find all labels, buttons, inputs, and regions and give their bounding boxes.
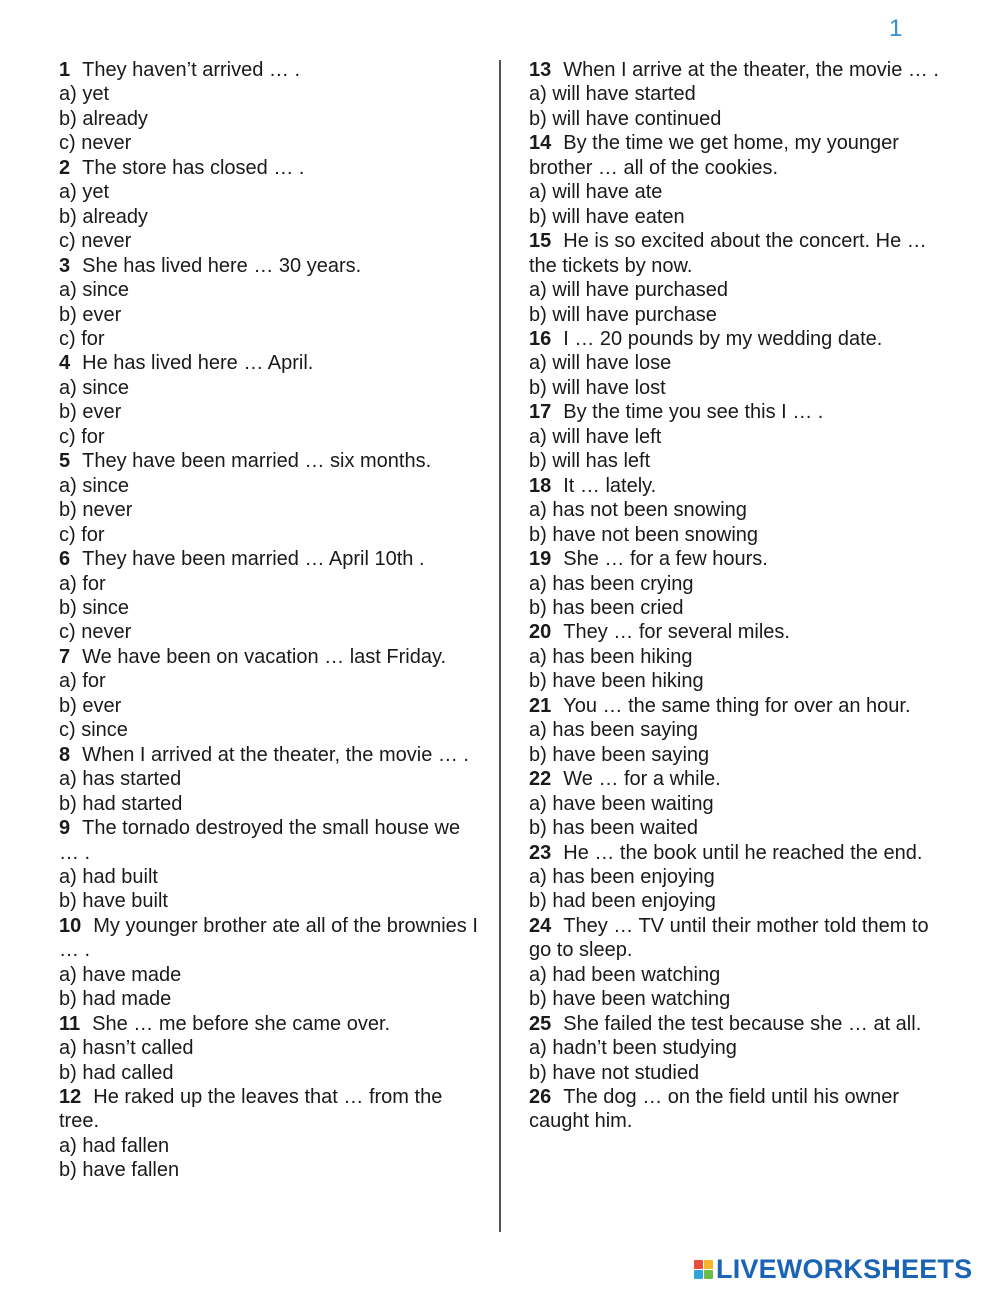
question-stem (529, 841, 944, 865)
answer-option[interactable]: b) had started (59, 792, 183, 815)
question-text: When I arrive at the theater, the movie … . (563, 59, 939, 81)
question-item (59, 1085, 479, 1183)
question-item (529, 1085, 944, 1134)
answer-option[interactable]: a) since (59, 279, 130, 302)
question-number: 7 (59, 645, 71, 668)
question-number: 17 (529, 401, 552, 424)
question-item (59, 58, 479, 156)
right-column (529, 58, 944, 1134)
question-item (59, 156, 479, 254)
question-number: 12 (59, 1086, 82, 1109)
answer-option[interactable]: b) have not studied (529, 1061, 700, 1084)
question-item (529, 229, 944, 327)
question-number: 5 (59, 450, 71, 473)
question-text: The tornado destroyed the small house we … . (59, 817, 461, 864)
question-item (59, 449, 479, 547)
question-stem (529, 767, 944, 791)
answer-option[interactable]: b) already (59, 107, 148, 130)
question-item (59, 816, 479, 914)
answer-option[interactable]: b) will has left (529, 450, 651, 473)
answer-option[interactable]: a) have made (59, 963, 182, 986)
question-number: 15 (529, 230, 552, 253)
question-number: 20 (529, 621, 552, 644)
question-number: 23 (529, 841, 552, 864)
question-item (529, 1012, 944, 1085)
answer-option[interactable]: b) have not been snowing (529, 523, 759, 546)
answer-option[interactable]: a) will have left (529, 425, 662, 448)
answer-option[interactable]: b) will have eaten (529, 205, 685, 228)
question-item (59, 645, 479, 743)
question-stem (59, 914, 479, 963)
logo-mark-icon (694, 1260, 713, 1279)
question-item (529, 58, 944, 131)
question-number: 18 (529, 474, 552, 497)
answer-option[interactable]: b) had called (59, 1061, 174, 1084)
question-text: It … lately. (563, 474, 657, 497)
answer-option[interactable]: a) have been waiting (529, 792, 714, 815)
logo-square-icon (694, 1270, 703, 1279)
question-number: 24 (529, 914, 552, 937)
logo-square-icon (704, 1260, 713, 1269)
logo-square-icon (694, 1260, 703, 1269)
answer-option[interactable]: c) for (59, 523, 105, 546)
answer-option[interactable]: a) yet (59, 181, 110, 204)
question-item (59, 351, 479, 449)
answer-option[interactable]: a) has been hiking (529, 645, 693, 668)
question-stem (529, 327, 944, 351)
answer-option[interactable]: a) yet (59, 83, 110, 106)
question-number: 16 (529, 327, 552, 350)
answer-option[interactable]: a) has been saying (529, 719, 699, 742)
question-number: 11 (59, 1012, 81, 1035)
answer-option[interactable]: b) will have purchase (529, 303, 717, 326)
question-text: I … 20 pounds by my wedding date. (563, 327, 883, 350)
question-text: When I arrived at the theater, the movie … . (82, 743, 469, 766)
answer-option[interactable]: a) for (59, 670, 106, 693)
question-text: They have been married … six months. (82, 450, 432, 473)
question-stem (529, 620, 944, 644)
question-item (529, 547, 944, 620)
question-item (59, 254, 479, 352)
answer-option[interactable]: c) for (59, 425, 105, 448)
answer-option[interactable]: a) had been watching (529, 963, 721, 986)
question-stem (59, 58, 479, 82)
answer-option[interactable]: b) have been hiking (529, 670, 704, 693)
question-stem (529, 58, 944, 82)
question-text: He … the book until he reached the end. (563, 841, 923, 864)
page-number: 1 (889, 15, 903, 42)
answer-option[interactable]: a) has not been snowing (529, 499, 747, 522)
answer-option[interactable]: b) had been enjoying (529, 890, 716, 913)
question-number: 25 (529, 1012, 552, 1035)
answer-option[interactable]: a) hadn’t been studying (529, 1037, 737, 1060)
question-number: 21 (529, 694, 552, 717)
answer-option[interactable]: b) had made (59, 988, 172, 1011)
answer-option[interactable]: a) for (59, 572, 106, 595)
answer-option[interactable]: a) had built (59, 865, 158, 888)
question-stem (529, 1085, 944, 1134)
question-text: She failed the test because she … at all. (563, 1012, 922, 1035)
answer-option[interactable]: a) since (59, 474, 130, 497)
question-stem (529, 400, 944, 424)
question-item (529, 474, 944, 547)
question-text: They have been married … April 10th . (82, 548, 425, 571)
question-item (529, 841, 944, 914)
answer-option[interactable]: b) ever (59, 303, 122, 326)
question-text: They haven’t arrived … . (82, 59, 300, 81)
question-item (529, 914, 944, 1012)
question-text: My younger brother ate all of the brownies I … . (59, 914, 478, 962)
answer-option[interactable]: c) never (59, 230, 132, 253)
question-number: 4 (59, 352, 71, 375)
question-item (529, 694, 944, 767)
question-item (529, 400, 944, 473)
question-stem (59, 449, 479, 473)
answer-option[interactable]: a) had fallen (59, 1134, 170, 1157)
answer-option[interactable]: b) will have continued (529, 107, 722, 130)
question-text: He has lived here … April. (82, 352, 314, 375)
question-number: 9 (59, 817, 71, 840)
question-stem (59, 351, 479, 375)
answer-option[interactable]: a) will have purchased (529, 279, 728, 302)
answer-option[interactable]: c) since (59, 719, 128, 742)
liveworksheets-logo (694, 1254, 972, 1285)
question-item (529, 620, 944, 693)
question-text: We … for a while. (563, 768, 721, 791)
question-number: 10 (59, 914, 82, 937)
question-text: The dog … on the field until his owner caught him. (529, 1086, 900, 1133)
question-number: 13 (529, 59, 552, 81)
question-text: We have been on vacation … last Friday. (82, 645, 447, 668)
question-stem (59, 1085, 479, 1134)
question-stem (529, 474, 944, 498)
question-text: By the time you see this I … . (563, 401, 824, 424)
answer-option[interactable]: b) never (59, 499, 133, 522)
question-stem (529, 131, 944, 180)
question-stem (529, 229, 944, 278)
question-text: They … for several miles. (563, 621, 790, 644)
answer-option[interactable]: a) will have ate (529, 181, 663, 204)
question-stem (529, 547, 944, 571)
question-item (59, 1012, 479, 1085)
answer-option[interactable]: a) has been crying (529, 572, 694, 595)
answer-option[interactable]: b) since (59, 596, 130, 619)
answer-option[interactable]: b) has been waited (529, 817, 699, 840)
column-divider (499, 60, 501, 1232)
logo-square-icon (704, 1270, 713, 1279)
question-text: By the time we get home, my younger brother … all of the cookies. (529, 132, 899, 179)
question-number: 2 (59, 156, 71, 179)
question-number: 22 (529, 768, 552, 791)
question-number: 26 (529, 1086, 552, 1109)
question-number: 1 (59, 59, 71, 81)
question-item (59, 547, 479, 645)
question-item (529, 767, 944, 840)
answer-option[interactable]: b) have been saying (529, 743, 710, 766)
question-stem (529, 914, 944, 963)
question-number: 19 (529, 548, 552, 571)
question-number: 3 (59, 254, 71, 277)
question-item (529, 327, 944, 400)
answer-option[interactable]: b) has been cried (529, 596, 684, 619)
question-stem (59, 547, 479, 571)
question-stem (59, 645, 479, 669)
question-text: You … the same thing for over an hour. (563, 694, 911, 717)
question-text: She … for a few hours. (563, 548, 768, 571)
question-text: He is so excited about the concert. He … the tickets by now. (529, 230, 927, 277)
question-number: 6 (59, 548, 71, 571)
answer-option[interactable]: b) have been watching (529, 988, 731, 1011)
answer-option[interactable]: a) hasn’t called (59, 1037, 194, 1060)
answer-option[interactable]: a) will have lose (529, 352, 672, 375)
question-item (59, 914, 479, 1012)
question-stem (59, 816, 479, 865)
answer-option[interactable]: b) have built (59, 890, 168, 913)
question-text: They … TV until their mother told them to go to sleep. (529, 914, 929, 962)
logo-text: LIVEWORKSHEETS (716, 1254, 973, 1284)
question-number: 8 (59, 743, 71, 766)
question-stem (529, 694, 944, 718)
question-stem (59, 156, 479, 180)
answer-option[interactable]: a) will have started (529, 83, 696, 106)
question-text: She … me before she came over. (92, 1012, 391, 1035)
answer-option[interactable]: a) has been enjoying (529, 865, 715, 888)
question-text: She has lived here … 30 years. (82, 254, 362, 277)
answer-option[interactable]: b) ever (59, 694, 122, 717)
question-stem (59, 743, 479, 767)
answer-option[interactable]: c) never (59, 132, 132, 155)
answer-option[interactable]: b) already (59, 205, 148, 228)
answer-option[interactable]: a) since (59, 376, 130, 399)
question-text: The store has closed … . (82, 156, 305, 179)
answer-option[interactable]: b) have fallen (59, 1159, 180, 1182)
answer-option[interactable]: b) ever (59, 401, 122, 424)
question-item (529, 131, 944, 229)
answer-option[interactable]: a) has started (59, 768, 182, 791)
answer-option[interactable]: b) will have lost (529, 376, 666, 399)
answer-option[interactable]: c) for (59, 327, 105, 350)
question-text: He raked up the leaves that … from the tree. (59, 1086, 443, 1133)
left-column (59, 58, 479, 1183)
answer-option[interactable]: c) never (59, 621, 132, 644)
question-number: 14 (529, 132, 552, 155)
question-item (59, 743, 479, 816)
question-stem (59, 254, 479, 278)
question-stem (59, 1012, 479, 1036)
question-stem (529, 1012, 944, 1036)
